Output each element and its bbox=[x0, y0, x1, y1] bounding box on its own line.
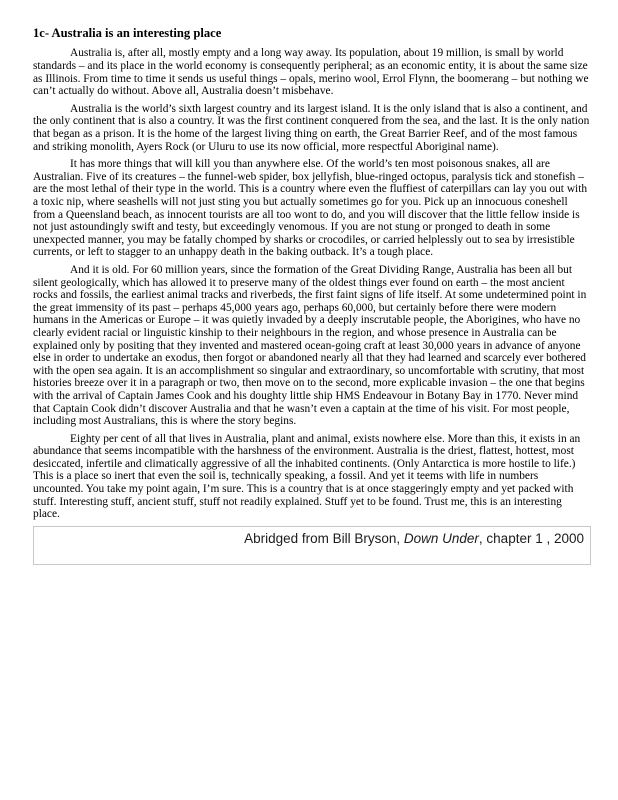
paragraph-history: And it is old. For 60 million years, since the formation of the Great Dividing Range, Australia has been all but silent geologically, which has allowed it to preserve many of the oldest things ever found on earth – the most ancient rocks and fossils, the earliest animal tracks and riverbeds, the first faint signs of life itself. At some undetermined point in the great immensity of its past – perhaps 45,000 years ago, perhaps 60,000, but certainly before there were modern humans in the Americas or Europe – it was quietly invaded by a deeply inscrutable people, the Aborigines, who have no clearly evident racial or linguistic kinship to their neighbours in the region, and whose presence in Australia can be explained only by positing that they invented and mastered ocean-going craft at least 30,000 years in advance of anyone else in order to undertake an exodus, then forgot or abandoned nearly all that they had learned and scarcely ever bothered with the open sea again. It is an accomplishment so singular and extraordinary, so uncomfortable with scrutiny, that most histories breeze over it in a paragraph or two, then move on to the second, more explicable invasion – the one that begins with the arrival of Captain James Cook and his doughty little ship HMS Endeavour in Botany Bay in 1770. Never mind that Captain Cook didn’t discover Australia and that he wasn’t even a captain at the time of his visit. For most people, including most Australians, this is where the story begins. bbox=[33, 263, 587, 428]
page-title: 1c- Australia is an interesting place bbox=[33, 26, 222, 40]
paragraph-dangers: It has more things that will kill you than anywhere else. Of the world’s ten most poisonous snakes, all are Australian. Five of its creatures – the funnel-web spider, box jellyfish, blue-ringed octopus, paralysis tick and stonefish – are the most lethal of their type in the world. This is a country where even the fluffiest of caterpillars can lay you out with a toxic nip, where seashells will not just sting you but actually sometimes go for you. Pick up an innocuous coneshell from a Queensland beach, as innocent tourists are all too wont to do, and you will discover that the little fellow inside is not just astoundingly swift and testy, but exceedingly venomous. If you are not stung or pronged to death in some unexpected manner, you may be fatally chomped by sharks or crocodiles, or carried helplessly out to sea by irresistible currents, or left to stagger to an unhappy death in the baking outback. It’s a tough place. bbox=[33, 158, 588, 259]
attribution-text-prefix: Abridged from Bill Bryson, bbox=[244, 530, 404, 546]
attribution-box bbox=[33, 526, 591, 565]
attribution-work-title: Down Under bbox=[403, 530, 479, 546]
paragraph-intro: Australia is, after all, mostly empty and a long way away. Its population, about 19 million, is small by world standards – and its place in the world economy is consequently peripheral; as an economic entity, it is about the same size as Illinois. From time to time it sends us useful things – opals, merino wool, Errol Flynn, the boomerang – but nothing we can’t actually do without. Above all, Australia doesn’t misbehave. bbox=[33, 47, 589, 98]
attribution-text-suffix: , chapter 1 , 2000 bbox=[478, 530, 584, 546]
paragraph-wildlife: Eighty per cent of all that lives in Australia, plant and animal, exists nowhere else. More than this, it exists in an abundance that seems incompatible with the harshness of the environment. Australia is the driest, flattest, hottest, most desiccated, infertile and climatically aggressive of all the inhabited continents. (Only Antarctica is more hostile to life.) This is a place so inert that even the soil is, technically speaking, a fossil. And yet it teems with life in numbers uncounted. You take my point again, I’m sure. This is a country that is at once staggeringly empty and yet packed with stuff. Interesting stuff, ancient stuff, stuff not readily explained. Stuff yet to be found. Trust me, this is an interesting place. bbox=[33, 432, 581, 521]
paragraph-geography: Australia is the world’s sixth largest country and its largest island. It is the only island that is also a continent, and the only continent that is also a country. It was the first continent conquered from the sea, and the last. It is the only nation that began as a prison. It is the home of the largest living thing on earth, the Great Barrier Reef, and of the most famous and striking monolith, Ayers Rock (or Uluru to use its now official, more respectful Aboriginal name). bbox=[33, 102, 590, 153]
